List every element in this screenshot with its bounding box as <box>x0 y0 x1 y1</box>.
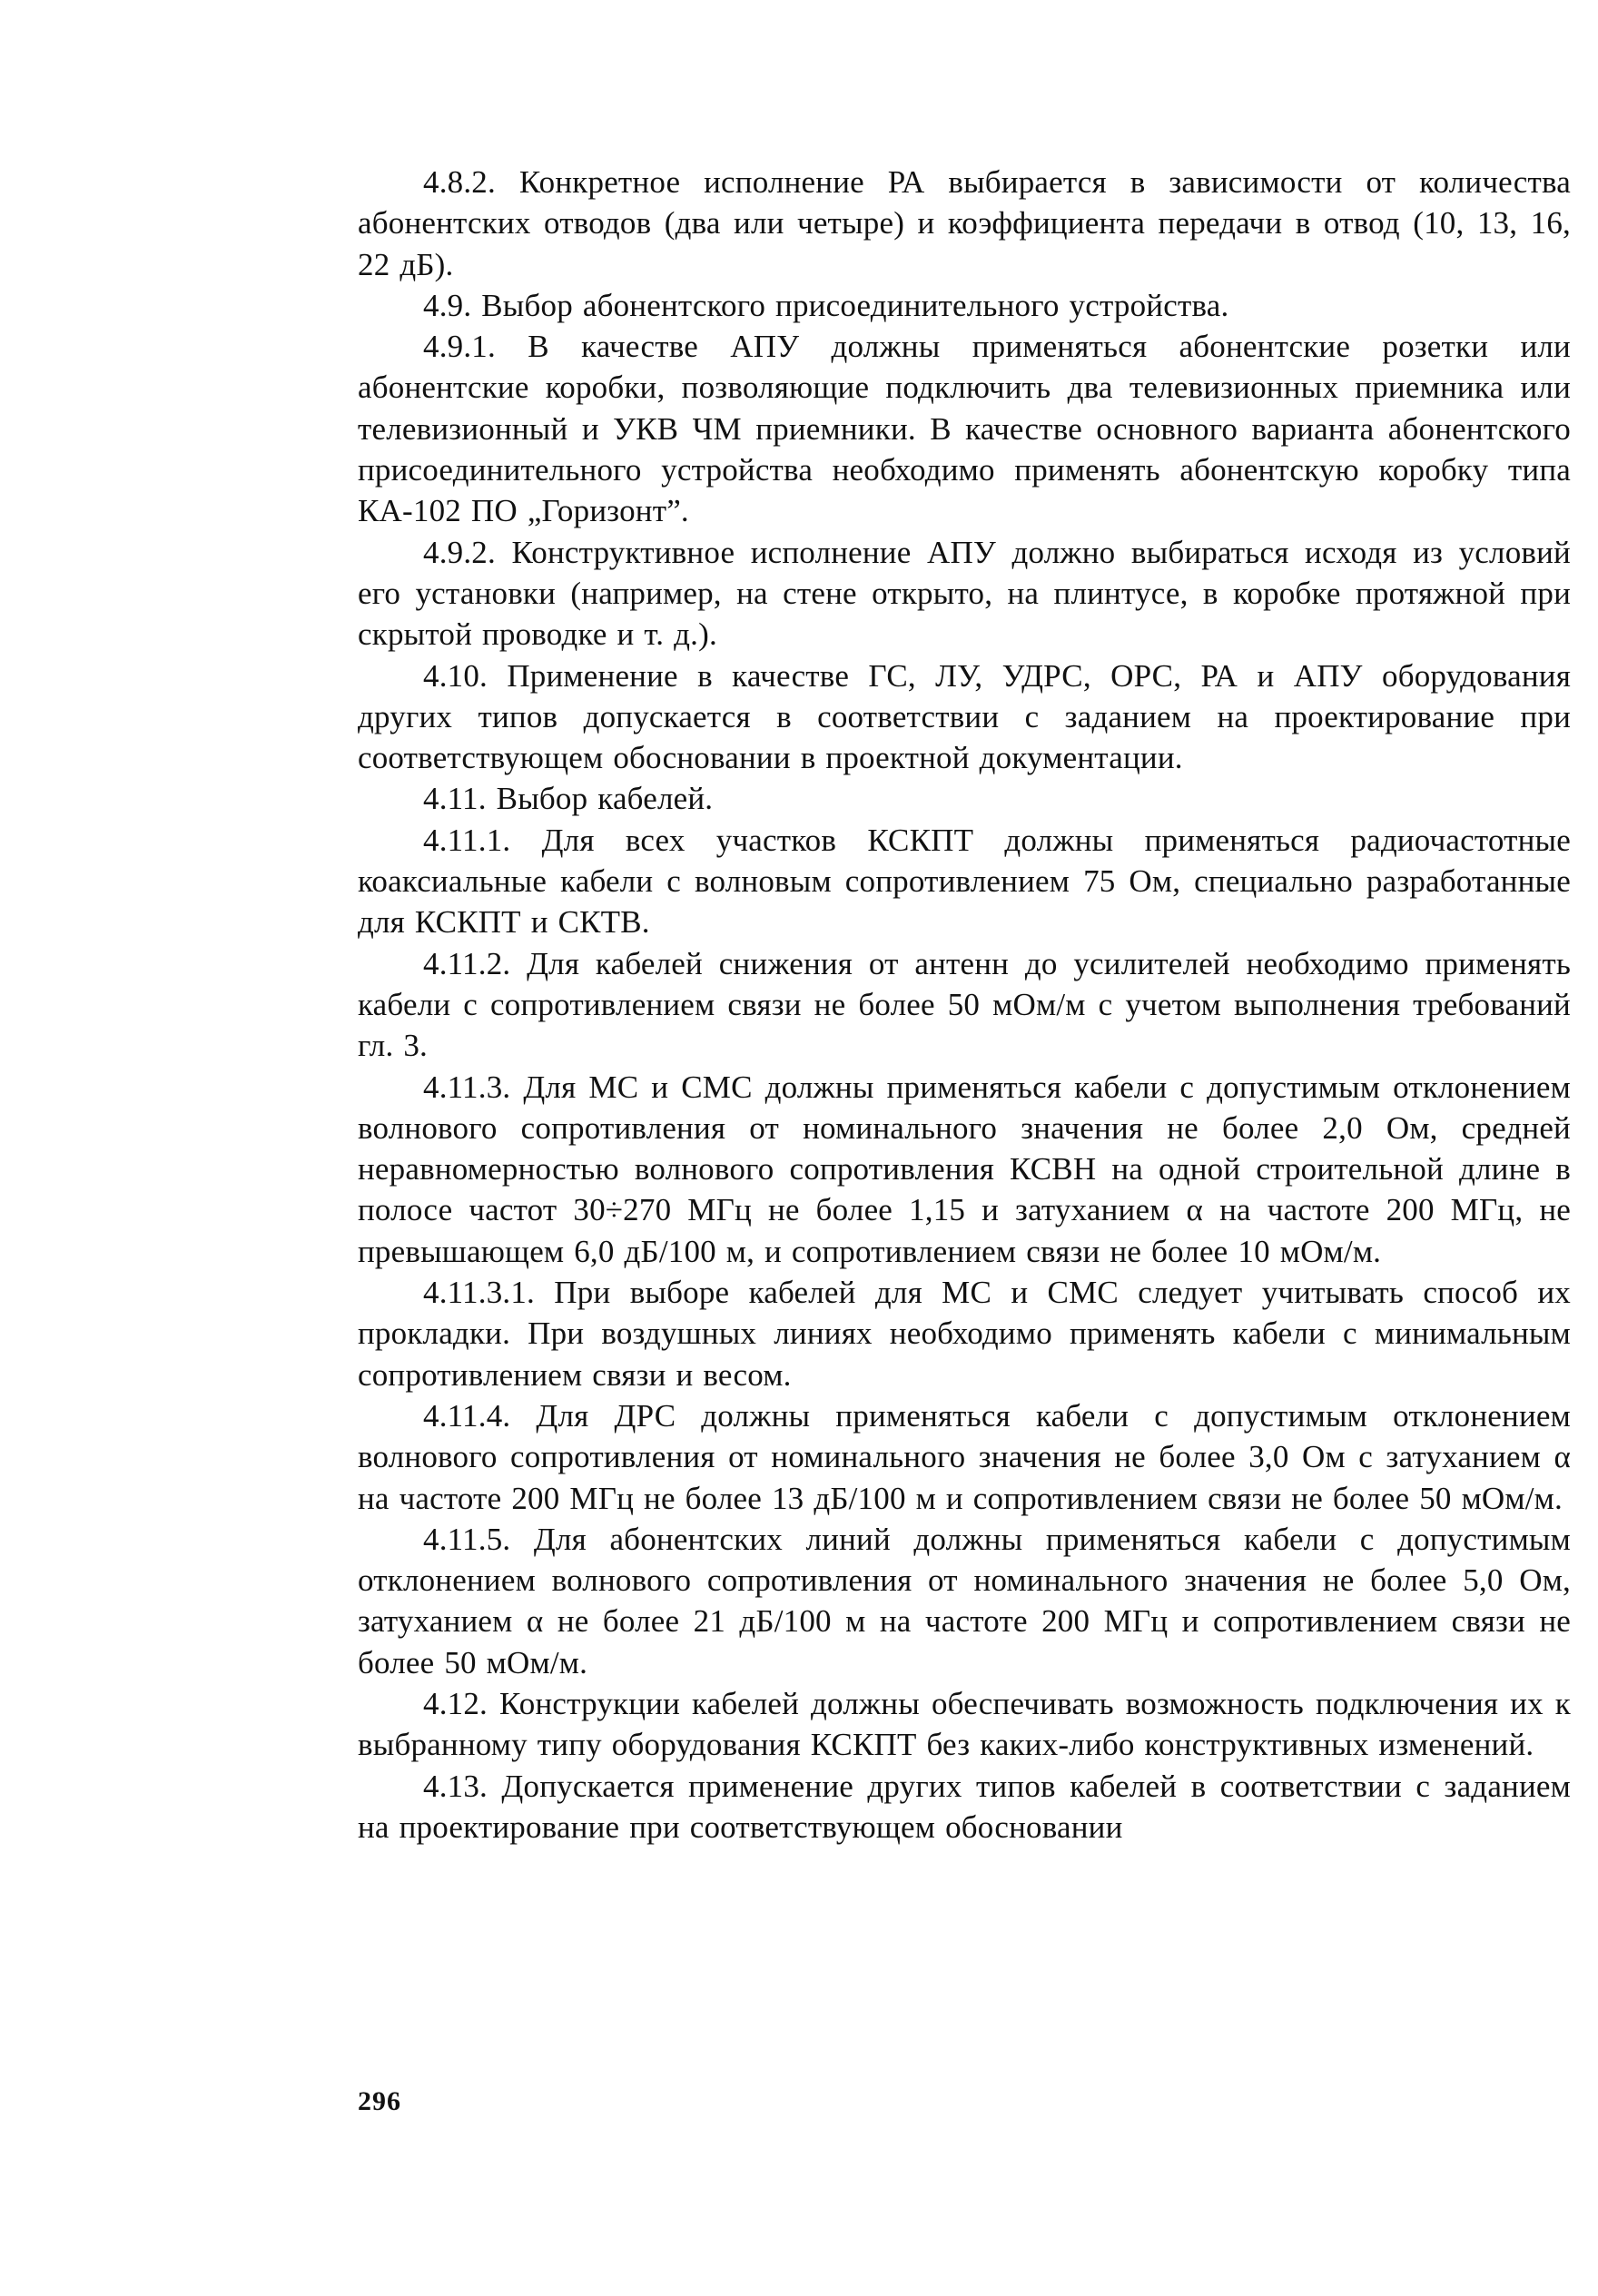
paragraph-4-8-2: 4.8.2. Конкретное исполнение РА выбирается в зависимости от количества абонентских отводов (два или четыре) и коэффициента передачи в отвод (10, 13, 16, 22 дБ). <box>358 164 1571 282</box>
body-text <box>358 162 1571 1848</box>
paragraph-4-9: 4.9. Выбор абонентского присоединительного устройства. <box>423 287 1229 323</box>
page-number: 296 <box>358 2086 401 2116</box>
paragraph-4-11-1: 4.11.1. Для всех участков КСКПТ должны применяться радиочастотные коаксиальные кабели с волновым сопротивлением 75 Ом, специально разработанные для КСКПТ и СКТВ. <box>358 822 1571 941</box>
paragraph-4-11-3-1: 4.11.3.1. При выборе кабелей для МС и СМС следует учитывать способ их прокладки. При воздушных линиях необходимо применять кабели с минимальным сопротивлением связи и весом. <box>358 1275 1571 1393</box>
paragraph-4-11-3: 4.11.3. Для МС и СМС должны применяться кабели с допустимым отклонением волнового сопротивления от номинального значения не более 2,0 Ом, средней неравномерностью волнового сопротивления КСВН на одной строительной длине в полосе частот 30÷270 МГц не более 1,15 и затуханием α на частоте 200 МГц, не превышающем 6,0 дБ/100 м, и сопротивлением связи не более 10 мОм/м. <box>358 1069 1571 1269</box>
paragraph-4-11-4: 4.11.4. Для ДРС должны применяться кабели с допустимым отклонением волнового сопротивления от номинального значения не более 3,0 Ом с затуханием α на частоте 200 МГц не более 13 дБ/100 м и сопротивлением связи не более 50 мОм/м. <box>358 1397 1571 1516</box>
paragraph-4-9-2: 4.9.2. Конструктивное исполнение АПУ должно выбираться исходя из условий его установки (например, на стене открыто, на плинтусе, в коробке протяжной при скрытой проводке и т. д.). <box>358 534 1571 653</box>
paragraph-4-11-2: 4.11.2. Для кабелей снижения от антенн до усилителей необходимо применять кабели с сопротивлением связи не более 50 мОм/м с учетом выполнения требований гл. 3. <box>358 945 1571 1064</box>
paragraph-4-13: 4.13. Допускается применение других типов кабелей в соответствии с заданием на проектирование при соответствующем обосновании <box>358 1768 1571 1845</box>
paragraph-4-11: 4.11. Выбор кабелей. <box>423 781 714 817</box>
paragraph-4-10: 4.10. Применение в качестве ГС, ЛУ, УДРС, ОРС, РА и АПУ оборудования других типов допускается в соответствии с заданием на проектирование при соответствующем обосновании в проектной документации. <box>358 657 1571 776</box>
paragraph-4-12: 4.12. Конструкции кабелей должны обеспечивать возможность подключения их к выбранному типу оборудования КСКПТ без каких-либо конструктивных изменений. <box>358 1685 1571 1763</box>
paragraph-4-11-5: 4.11.5. Для абонентских линий должны применяться кабели с допустимым отклонением волнового сопротивления от номинального значения не более 5,0 Ом, затуханием α не более 21 дБ/100 м на частоте 200 МГц и сопротивлением связи не более 50 мОм/м. <box>358 1521 1571 1680</box>
paragraph-4-9-1: 4.9.1. В качестве АПУ должны применяться абонентские розетки или абонентские коробки, позволяющие подключить два телевизионных приемника или телевизионный и УКВ ЧМ приемники. В качестве основного варианта абонентского присоединительного устройства необходимо применять абонентскую коробку типа КА-102 ПО „Горизонт”. <box>358 329 1571 529</box>
